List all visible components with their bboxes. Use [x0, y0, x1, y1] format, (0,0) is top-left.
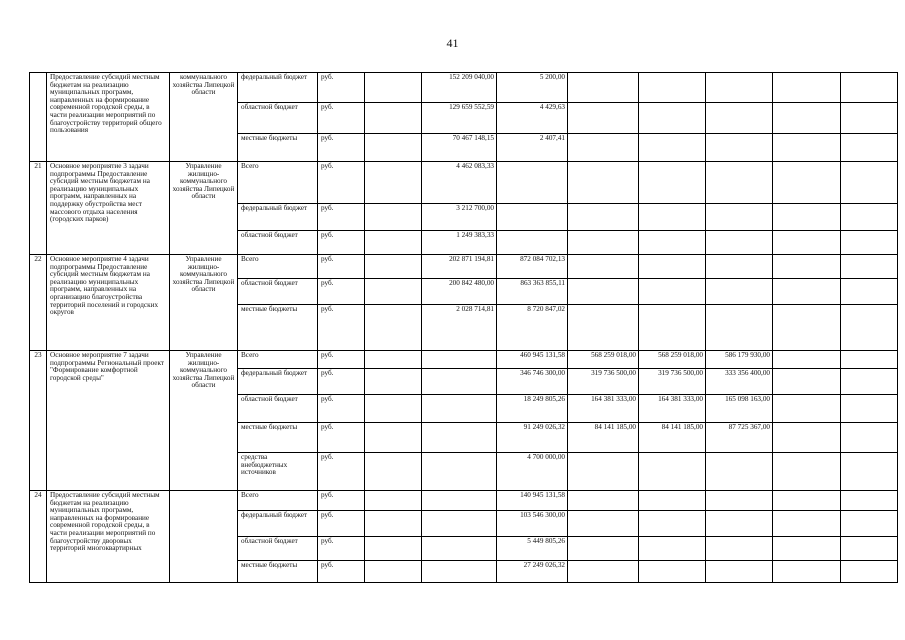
empty-cell: [841, 231, 898, 255]
empty-cell: [773, 453, 841, 491]
value-cell: 129 659 552,59: [422, 103, 497, 134]
table-row: [30, 255, 898, 279]
event-name: Предоставление субсидий местным бюджетам на реализацию муниципальных программ, направленных на формирование современной городской среды, в части реализации мероприятий по благоустройству дворовых территорий многоквартирных: [47, 491, 170, 583]
table-row: [30, 351, 898, 369]
executor: Управление жилищно-коммунального хозяйства Липецкой области: [170, 351, 238, 491]
value-cell: [706, 231, 773, 255]
empty-cell: [773, 369, 841, 395]
empty-cell: [841, 561, 898, 583]
funding-source: местные бюджеты: [238, 305, 318, 351]
unit-cell: руб.: [318, 511, 365, 537]
table-row: [30, 491, 898, 511]
event-name: Основное мероприятие 7 задачи подпрограммы Региональный проект "Формирование комфортной городской среды": [47, 351, 170, 491]
value-cell: [497, 204, 568, 231]
value-cell: [706, 255, 773, 279]
value-cell: [639, 537, 706, 561]
value-cell: [365, 103, 422, 134]
value-cell: [365, 395, 422, 423]
value-cell: 140 945 131,58: [497, 491, 568, 511]
funding-source: федеральный бюджет: [238, 369, 318, 395]
unit-cell: руб.: [318, 204, 365, 231]
unit-cell: руб.: [318, 162, 365, 204]
value-cell: [365, 453, 422, 491]
empty-cell: [841, 537, 898, 561]
empty-cell: [841, 491, 898, 511]
value-cell: [568, 491, 639, 511]
executor: Управление жилищно-коммунального хозяйства Липецкой области: [170, 162, 238, 255]
value-cell: [706, 561, 773, 583]
event-name: Предоставление субсидий местным бюджетам на реализацию муниципальных программ, направленных на формирование современной городской среды, в части реализации мероприятий по благоустройству территорий общего пользования: [47, 73, 170, 162]
value-cell: [706, 305, 773, 351]
funding-source: областной бюджет: [238, 537, 318, 561]
page-bottom-margin: [0, 586, 905, 640]
value-cell: [706, 162, 773, 204]
funding-source: Всего: [238, 162, 318, 204]
value-cell: [365, 511, 422, 537]
value-cell: [568, 561, 639, 583]
value-cell: [568, 537, 639, 561]
event-name: Основное мероприятие 4 задачи подпрограммы Предоставление субсидий местным бюджетам на реализацию муниципальных программ, направленных на организацию благоустройства территорий поселений и городских округов: [47, 255, 170, 351]
value-cell: [422, 351, 497, 369]
value-cell: [639, 279, 706, 305]
value-cell: [639, 103, 706, 134]
value-cell: 346 746 300,00: [497, 369, 568, 395]
value-cell: [365, 162, 422, 204]
unit-cell: руб.: [318, 423, 365, 453]
value-cell: 202 871 194,81: [422, 255, 497, 279]
empty-cell: [841, 162, 898, 204]
value-cell: [365, 491, 422, 511]
budget-table: [29, 72, 898, 583]
unit-cell: руб.: [318, 73, 365, 103]
empty-cell: [841, 423, 898, 453]
value-cell: [422, 453, 497, 491]
funding-source: федеральный бюджет: [238, 73, 318, 103]
value-cell: [497, 231, 568, 255]
empty-cell: [773, 491, 841, 511]
funding-source: Всего: [238, 351, 318, 369]
executor: коммунального хозяйства Липецкой области: [170, 73, 238, 162]
unit-cell: руб.: [318, 255, 365, 279]
value-cell: [706, 279, 773, 305]
empty-cell: [773, 351, 841, 369]
empty-cell: [773, 204, 841, 231]
value-cell: [706, 73, 773, 103]
value-cell: [568, 305, 639, 351]
value-cell: 164 381 333,00: [568, 395, 639, 423]
value-cell: 872 084 702,13: [497, 255, 568, 279]
value-cell: [568, 162, 639, 204]
empty-cell: [773, 395, 841, 423]
empty-cell: [841, 73, 898, 103]
empty-cell: [773, 255, 841, 279]
budget-table-wrapper: [29, 72, 877, 586]
funding-source: областной бюджет: [238, 279, 318, 305]
value-cell: 8 720 847,02: [497, 305, 568, 351]
value-cell: [568, 279, 639, 305]
value-cell: [365, 73, 422, 103]
unit-cell: руб.: [318, 453, 365, 491]
value-cell: 4 462 083,33: [422, 162, 497, 204]
unit-cell: руб.: [318, 279, 365, 305]
value-cell: [365, 134, 422, 162]
value-cell: 5 200,00: [497, 73, 568, 103]
value-cell: 4 429,63: [497, 103, 568, 134]
empty-cell: [841, 279, 898, 305]
event-name: Основное мероприятие 3 задачи подпрограммы Предоставление субсидий местным бюджетам на реализацию муниципальных программ, направленных на поддержку обустройства мест массового отдыха населения (городских парков): [47, 162, 170, 255]
executor: [170, 491, 238, 583]
value-cell: [365, 423, 422, 453]
unit-cell: руб.: [318, 561, 365, 583]
funding-source: областной бюджет: [238, 395, 318, 423]
value-cell: 164 381 333,00: [639, 395, 706, 423]
value-cell: [568, 134, 639, 162]
value-cell: [639, 255, 706, 279]
value-cell: 5 449 805,26: [497, 537, 568, 561]
value-cell: 568 259 018,00: [568, 351, 639, 369]
funding-source: местные бюджеты: [238, 134, 318, 162]
value-cell: 18 249 805,26: [497, 395, 568, 423]
funding-source: областной бюджет: [238, 231, 318, 255]
value-cell: [639, 491, 706, 511]
value-cell: [706, 537, 773, 561]
empty-cell: [841, 103, 898, 134]
row-number: 22: [30, 255, 47, 351]
value-cell: [568, 255, 639, 279]
value-cell: [639, 511, 706, 537]
value-cell: [422, 511, 497, 537]
unit-cell: руб.: [318, 351, 365, 369]
page-number: 41: [446, 36, 459, 50]
empty-cell: [773, 511, 841, 537]
value-cell: 27 249 026,32: [497, 561, 568, 583]
funding-source: Всего: [238, 491, 318, 511]
unit-cell: руб.: [318, 103, 365, 134]
value-cell: 568 259 018,00: [639, 351, 706, 369]
unit-cell: руб.: [318, 395, 365, 423]
executor: Управление жилищно-коммунального хозяйства Липецкой области: [170, 255, 238, 351]
empty-cell: [773, 537, 841, 561]
value-cell: [706, 511, 773, 537]
unit-cell: руб.: [318, 491, 365, 511]
value-cell: [497, 162, 568, 204]
value-cell: 1 249 383,33: [422, 231, 497, 255]
value-cell: [365, 231, 422, 255]
table-row: [30, 73, 898, 103]
value-cell: [568, 73, 639, 103]
value-cell: [639, 73, 706, 103]
row-number: [30, 73, 47, 162]
empty-cell: [773, 561, 841, 583]
funding-source: областной бюджет: [238, 103, 318, 134]
table-row: [30, 162, 898, 204]
empty-cell: [841, 204, 898, 231]
value-cell: [568, 453, 639, 491]
value-cell: [639, 561, 706, 583]
value-cell: [639, 305, 706, 351]
value-cell: 333 356 400,00: [706, 369, 773, 395]
value-cell: [568, 204, 639, 231]
value-cell: [639, 134, 706, 162]
empty-cell: [841, 255, 898, 279]
empty-cell: [773, 73, 841, 103]
value-cell: [365, 351, 422, 369]
empty-cell: [773, 305, 841, 351]
value-cell: 200 842 480,00: [422, 279, 497, 305]
unit-cell: руб.: [318, 305, 365, 351]
value-cell: 2 407,41: [497, 134, 568, 162]
unit-cell: руб.: [318, 231, 365, 255]
value-cell: [706, 453, 773, 491]
value-cell: 4 700 000,00: [497, 453, 568, 491]
value-cell: [706, 134, 773, 162]
funding-source: средства внебюджетных источников: [238, 453, 318, 491]
empty-cell: [773, 162, 841, 204]
value-cell: 3 212 700,00: [422, 204, 497, 231]
empty-cell: [841, 351, 898, 369]
value-cell: 152 209 040,00: [422, 73, 497, 103]
empty-cell: [841, 453, 898, 491]
value-cell: [365, 369, 422, 395]
empty-cell: [841, 511, 898, 537]
value-cell: [422, 537, 497, 561]
value-cell: 165 098 163,00: [706, 395, 773, 423]
value-cell: [365, 279, 422, 305]
value-cell: [422, 395, 497, 423]
empty-cell: [841, 369, 898, 395]
value-cell: [422, 423, 497, 453]
value-cell: [639, 453, 706, 491]
row-number: 24: [30, 491, 47, 583]
value-cell: 87 725 367,00: [706, 423, 773, 453]
value-cell: 91 249 026,32: [497, 423, 568, 453]
funding-source: местные бюджеты: [238, 423, 318, 453]
row-number: 23: [30, 351, 47, 491]
value-cell: [706, 103, 773, 134]
funding-source: федеральный бюджет: [238, 511, 318, 537]
value-cell: 586 179 930,00: [706, 351, 773, 369]
empty-cell: [773, 134, 841, 162]
empty-cell: [773, 423, 841, 453]
empty-cell: [773, 279, 841, 305]
funding-source: федеральный бюджет: [238, 204, 318, 231]
value-cell: [365, 305, 422, 351]
value-cell: [365, 255, 422, 279]
value-cell: 2 028 714,81: [422, 305, 497, 351]
value-cell: 460 945 131,58: [497, 351, 568, 369]
value-cell: 103 546 300,00: [497, 511, 568, 537]
value-cell: [639, 204, 706, 231]
unit-cell: руб.: [318, 537, 365, 561]
value-cell: [365, 204, 422, 231]
value-cell: [639, 162, 706, 204]
value-cell: 319 736 500,00: [568, 369, 639, 395]
unit-cell: руб.: [318, 369, 365, 395]
value-cell: [365, 561, 422, 583]
empty-cell: [773, 231, 841, 255]
value-cell: [422, 561, 497, 583]
value-cell: [706, 204, 773, 231]
unit-cell: руб.: [318, 134, 365, 162]
value-cell: 84 141 185,00: [568, 423, 639, 453]
value-cell: [365, 537, 422, 561]
empty-cell: [841, 305, 898, 351]
empty-cell: [841, 395, 898, 423]
empty-cell: [841, 134, 898, 162]
empty-cell: [773, 103, 841, 134]
funding-source: местные бюджеты: [238, 561, 318, 583]
value-cell: 84 141 185,00: [639, 423, 706, 453]
value-cell: [568, 231, 639, 255]
value-cell: 863 363 855,11: [497, 279, 568, 305]
funding-source: Всего: [238, 255, 318, 279]
value-cell: 319 736 500,00: [639, 369, 706, 395]
value-cell: [639, 231, 706, 255]
value-cell: [568, 511, 639, 537]
value-cell: [422, 491, 497, 511]
value-cell: [422, 369, 497, 395]
value-cell: 70 467 148,15: [422, 134, 497, 162]
row-number: 21: [30, 162, 47, 255]
value-cell: [706, 491, 773, 511]
value-cell: [568, 103, 639, 134]
